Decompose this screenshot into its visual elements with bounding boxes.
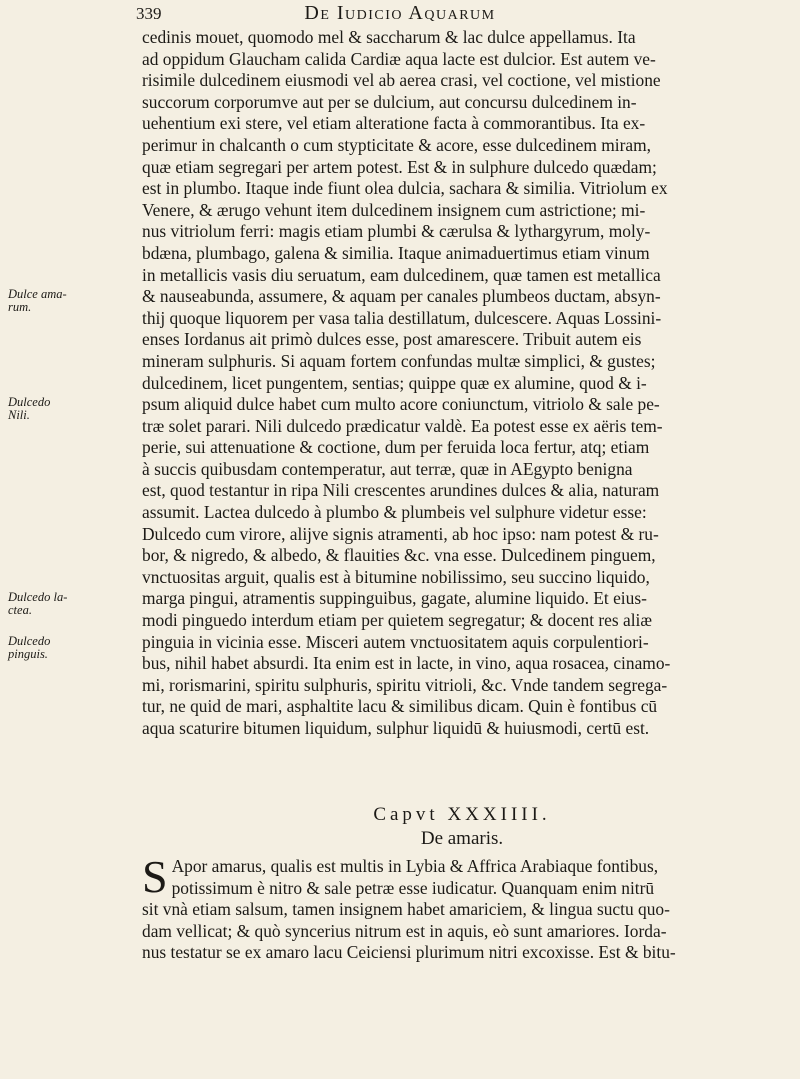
text-line: Apor amarus, qualis est multis in Lybia & Affrica Arabiaque fontibus, <box>171 856 659 876</box>
text-line: vnctuositas arguit, qualis est à bitumine nobilissimo, seu succino liquido, <box>142 566 650 587</box>
text-line: perie, sui attenuatione & coctione, dum per feruida loca fertur, atq; etiam <box>142 437 650 458</box>
text-line: thij quoque liquorem per vasa talia destillatum, dulcescere. Aquas Lossini- <box>142 307 662 328</box>
text-line: bor, & nigredo, & albedo, & flauities &c. vna esse. Dulcedinem pinguem, <box>142 545 656 566</box>
text-line: dam vellicat; & quò syncerius nitrum est in aquis, eò sunt amariores. Iorda- <box>142 920 667 941</box>
chapter-title: De amaris. <box>420 828 504 849</box>
text-line: Dulcedo cum virore, alijve signis atramenti, ab hoc ipso: nam potest & ru- <box>142 523 659 544</box>
text-line: Venere, & ærugo vehunt item dulcedinem insignem cum astrictione; mi- <box>142 199 646 220</box>
text-line: & nauseabunda, assumere, & aquam per canales plumbeos ductam, absyn- <box>142 286 661 307</box>
text-line: in metallicis vasis diu seruatum, eam dulcedinem, quæ tamen est metallica <box>142 264 661 285</box>
text-line: nus testatur se ex amaro lacu Ceiciensi plurimum nitri excoxisse. Est & bitu- <box>142 942 676 963</box>
text-line: mi, rorismarini, spiritu sulphuris, spiritu vitrioli, &c. Vnde tandem segrega- <box>142 674 668 695</box>
text-line: succorum corporumve aut per se dulcium, aut concursu dulcedinem in- <box>142 91 637 112</box>
text-line: cedinis mouet, quomodo mel & saccharum & lac dulce appellamus. Ita <box>142 27 636 47</box>
text-line: à succis quibusdam contemperatur, aut terræ, quæ in AEgypto benigna <box>142 458 633 479</box>
text-line: marga pingui, atramentis suppinguibus, gagate, alumine liquido. Et eius- <box>142 588 647 609</box>
marginal-note: Dulce ama- rum. <box>8 287 67 314</box>
main-text <box>142 27 782 740</box>
text-line: enses Iordanus ait primò dulces esse, post amarescere. Tribuit autem eis <box>142 329 642 350</box>
text-line: træ solet parari. Nili dulcedo prædicatur valdè. Ea potest esse ex aëris tem- <box>142 415 663 436</box>
text-line: sit vnà etiam salsum, tamen insignem habet amariciem, & lingua suctu quo- <box>142 899 670 920</box>
text-line: potissimum è nitro & sale petræ esse iudicatur. Quanquam enim nitrū <box>171 877 655 898</box>
text-line: modi pinguedo interdum etiam per quietem segregatur; & docent res aliæ <box>142 610 652 631</box>
text-line: ad oppidum Glaucham calida Cardiæ aqua lacte est dulcior. Est autem ve- <box>142 48 656 69</box>
marginal-note: Dulcedo la- ctea. <box>8 590 68 617</box>
text-line: bus, nihil habet absurdi. Ita enim est in lacte, in vino, aqua rosacea, cinamo- <box>142 653 671 674</box>
text-line: quæ etiam segregari per artem potest. Est & in sulphure dulcedo quædam; <box>142 156 657 177</box>
text-line: risimile dulcedinem eiusmodi vel ab aerea crasi, vel coctione, vel mistione <box>142 70 661 91</box>
marginal-note: Dulcedo pinguis. <box>8 634 51 661</box>
text-line: est in plumbo. Itaque inde fiunt olea dulcia, sachara & similia. Vitriolum ex <box>142 178 668 199</box>
chapter-number: Capvt XXXIIII. <box>373 804 551 825</box>
text-line: perimur in chalcanth o cum stypticitate & acore, esse dulcedinem miram, <box>142 134 651 155</box>
text-line: pinguia in vicinia esse. Misceri autem vnctuositatem aquis corpulentiori- <box>142 631 649 652</box>
text-line: aqua scaturire bitumen liquidum, sulphur liquidū & huiusmodi, certū est. <box>142 718 650 738</box>
text-line: tur, ne quid de mari, asphaltite lacu & similibus dicam. Quin è fontibus cū <box>142 696 658 717</box>
text-line: mineram sulphuris. Si aquam fortem confundas multæ simplici, & gustes; <box>142 350 656 371</box>
text-line: nus vitriolum ferri: magis etiam plumbi & cærulsa & lythargyrum, moly- <box>142 221 651 242</box>
text-line: est, quod testantur in ripa Nili crescentes arundines dulces & alia, naturam <box>142 480 660 501</box>
drop-cap: S <box>142 851 168 902</box>
marginal-note: Dulcedo Nili. <box>8 395 51 422</box>
folio-number: 339 <box>136 4 162 23</box>
running-title: De Iudicio Aquarum <box>304 2 496 24</box>
text-line: dulcedinem, licet pungentem, sentias; quippe quæ ex alumine, quod & i- <box>142 372 647 393</box>
text-line: psum aliquid dulce habet cum multo acore coniunctum, vitriolo & sale pe- <box>142 394 660 415</box>
text-line: assumit. Lactea dulcedo à plumbo & plumbeis vel sulphure videtur esse: <box>142 502 647 523</box>
text-line: uehentium exi stere, vel etiam alteratione facta à commorantibus. Ita ex- <box>142 113 646 134</box>
text-line: bdæna, plumbago, galena & similia. Itaque animaduertimus etiam vinum <box>142 242 650 263</box>
chapter-text <box>142 851 782 964</box>
